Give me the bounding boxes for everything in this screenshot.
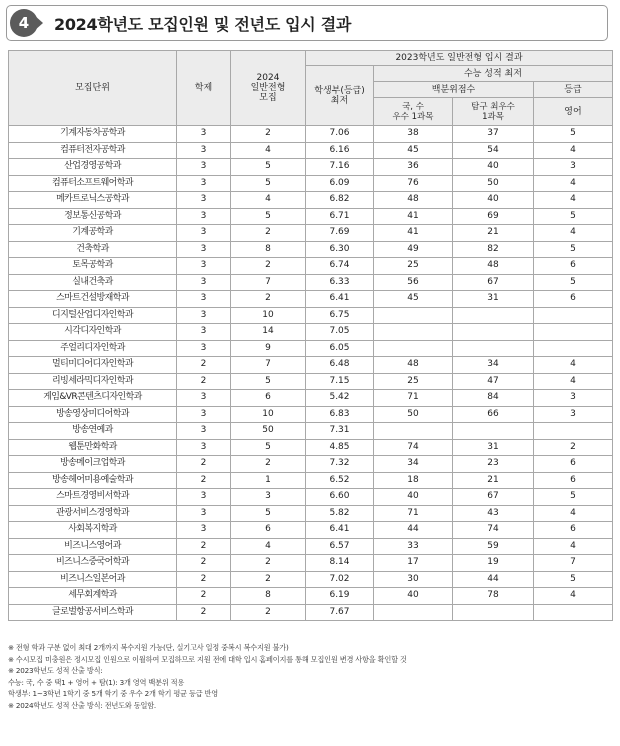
header-percentile: 백분위점수 (374, 82, 534, 98)
cell-english-grade: 4 (534, 357, 613, 374)
cell-unit: 실내건축과 (9, 274, 177, 291)
header-result-2023: 2023학년도 일반전형 입시 결과 (306, 51, 613, 66)
cell-program: 3 (177, 390, 231, 407)
cell-inquiry-pct: 66 (453, 406, 534, 423)
cell-unit: 관광서비스경영학과 (9, 505, 177, 522)
cell-gpa-min: 4.85 (306, 439, 374, 456)
cell-unit: 건축학과 (9, 241, 177, 258)
cell-program: 3 (177, 505, 231, 522)
cell-gpa-min: 6.16 (306, 142, 374, 159)
cell-korean-math-pct: 25 (374, 258, 453, 275)
cell-program: 3 (177, 406, 231, 423)
cell-program: 2 (177, 456, 231, 473)
cell-gpa-min: 7.05 (306, 324, 374, 341)
cell-gpa-min: 8.14 (306, 555, 374, 572)
cell-program: 3 (177, 142, 231, 159)
cell-unit: 정보통신공학과 (9, 208, 177, 225)
cell-korean-math-pct: 71 (374, 390, 453, 407)
cell-quota: 4 (231, 538, 306, 555)
cell-unit: 멀티미디어디자인학과 (9, 357, 177, 374)
cell-korean-math-pct: 71 (374, 505, 453, 522)
table-row (9, 406, 613, 423)
cell-korean-math-pct: 25 (374, 373, 453, 390)
cell-unit: 디지털산업디자인학과 (9, 307, 177, 324)
cell-english-grade: 3 (534, 159, 613, 176)
cell-program: 3 (177, 423, 231, 440)
cell-quota: 6 (231, 390, 306, 407)
cell-gpa-min: 6.33 (306, 274, 374, 291)
cell-english-grade: 5 (534, 208, 613, 225)
cell-gpa-min: 6.71 (306, 208, 374, 225)
cell-korean-math-pct: 45 (374, 142, 453, 159)
cell-english-grade (534, 340, 613, 357)
cell-korean-math-pct: 50 (374, 406, 453, 423)
table-row (9, 588, 613, 605)
footnote-line: ※ 수시모집 미충원은 정시모집 인원으로 이월하여 모집하므로 지원 전에 대학 입시 홈페이지를 통해 모집인원 변경 사항을 확인할 것 (8, 654, 407, 664)
header-quota-line2: 일반전형 (250, 83, 286, 93)
cell-korean-math-pct (374, 324, 453, 341)
cell-inquiry-pct (453, 307, 534, 324)
table-row (9, 291, 613, 308)
footnote-line: ※ 2023학년도 성적 산출 방식: (8, 666, 103, 675)
cell-unit: 비즈니스중국어학과 (9, 555, 177, 572)
cell-quota: 1 (231, 472, 306, 489)
cell-korean-math-pct: 48 (374, 192, 453, 209)
table-row (9, 571, 613, 588)
cell-gpa-min: 7.69 (306, 225, 374, 242)
cell-unit: 리빙세라믹디자인학과 (9, 373, 177, 390)
table-body (9, 126, 613, 621)
cell-inquiry-pct: 59 (453, 538, 534, 555)
cell-program: 3 (177, 274, 231, 291)
cell-gpa-min: 7.16 (306, 159, 374, 176)
cell-quota: 4 (231, 192, 306, 209)
cell-unit: 시각디자인학과 (9, 324, 177, 341)
cell-quota: 5 (231, 439, 306, 456)
cell-quota: 7 (231, 357, 306, 374)
cell-korean-math-pct: 18 (374, 472, 453, 489)
cell-english-grade: 2 (534, 439, 613, 456)
cell-gpa-min: 6.74 (306, 258, 374, 275)
table-row (9, 538, 613, 555)
cell-program: 2 (177, 472, 231, 489)
cell-gpa-min: 7.31 (306, 423, 374, 440)
cell-gpa-min: 6.82 (306, 192, 374, 209)
cell-gpa-min: 6.30 (306, 241, 374, 258)
cell-inquiry-pct: 84 (453, 390, 534, 407)
cell-english-grade: 3 (534, 390, 613, 407)
cell-unit: 스마트건설방재학과 (9, 291, 177, 308)
cell-program: 3 (177, 324, 231, 341)
cell-quota: 4 (231, 142, 306, 159)
cell-english-grade: 6 (534, 291, 613, 308)
cell-inquiry-pct: 23 (453, 456, 534, 473)
table-row (9, 373, 613, 390)
cell-unit: 게임&VR콘텐츠디자인학과 (9, 390, 177, 407)
cell-english-grade: 5 (534, 241, 613, 258)
footnote-line: 수능: 국, 수 중 택1 + 영어 + 탐(1): 3개 영역 백분위 적용 (8, 677, 185, 687)
cell-program: 3 (177, 126, 231, 143)
cell-program: 2 (177, 571, 231, 588)
cell-gpa-min: 5.82 (306, 505, 374, 522)
cell-quota: 2 (231, 291, 306, 308)
table-row (9, 357, 613, 374)
table-row (9, 208, 613, 225)
table-row (9, 472, 613, 489)
cell-korean-math-pct: 38 (374, 126, 453, 143)
badge-arrow-icon (34, 15, 43, 31)
cell-korean-math-pct: 34 (374, 456, 453, 473)
cell-unit: 컴퓨터전자공학과 (9, 142, 177, 159)
table-row (9, 340, 613, 357)
cell-english-grade (534, 307, 613, 324)
table-row (9, 555, 613, 572)
cell-inquiry-pct: 48 (453, 258, 534, 275)
cell-english-grade (534, 324, 613, 341)
cell-program: 3 (177, 175, 231, 192)
cell-quota: 2 (231, 555, 306, 572)
cell-program: 3 (177, 291, 231, 308)
table-row (9, 423, 613, 440)
cell-gpa-min: 7.06 (306, 126, 374, 143)
cell-gpa-min: 6.83 (306, 406, 374, 423)
header-inquiry-line2: 1과목 (482, 111, 504, 122)
header-korean-math-line1: 국, 수 (402, 101, 424, 112)
cell-program: 3 (177, 208, 231, 225)
cell-quota: 5 (231, 159, 306, 176)
cell-program: 2 (177, 555, 231, 572)
table-row (9, 456, 613, 473)
cell-unit: 주얼리디자인학과 (9, 340, 177, 357)
cell-program: 3 (177, 489, 231, 506)
table-row (9, 307, 613, 324)
cell-unit: 방송연예과 (9, 423, 177, 440)
cell-quota: 50 (231, 423, 306, 440)
cell-korean-math-pct: 49 (374, 241, 453, 258)
cell-unit: 사회복지학과 (9, 522, 177, 539)
cell-korean-math-pct: 17 (374, 555, 453, 572)
cell-program: 3 (177, 307, 231, 324)
cell-program: 2 (177, 588, 231, 605)
cell-inquiry-pct: 31 (453, 439, 534, 456)
cell-english-grade: 7 (534, 555, 613, 572)
table-row (9, 505, 613, 522)
cell-inquiry-pct: 34 (453, 357, 534, 374)
cell-gpa-min: 7.02 (306, 571, 374, 588)
header-inquiry-line1: 탐구 최우수 (471, 101, 515, 112)
cell-quota: 5 (231, 373, 306, 390)
cell-korean-math-pct (374, 307, 453, 324)
table-row (9, 324, 613, 341)
cell-inquiry-pct: 67 (453, 274, 534, 291)
footnote-line: ※ 전형 학과 구분 없이 최대 2개까지 복수지원 가능(단, 실기고사 일정 중복시 복수지원 불가) (8, 643, 289, 652)
cell-quota: 5 (231, 505, 306, 522)
cell-inquiry-pct: 31 (453, 291, 534, 308)
cell-english-grade: 6 (534, 456, 613, 473)
cell-korean-math-pct (374, 340, 453, 357)
cell-quota: 7 (231, 274, 306, 291)
cell-inquiry-pct: 43 (453, 505, 534, 522)
cell-inquiry-pct: 40 (453, 159, 534, 176)
cell-unit: 비즈니스영어과 (9, 538, 177, 555)
cell-english-grade (534, 423, 613, 440)
table-row (9, 126, 613, 143)
cell-inquiry-pct: 47 (453, 373, 534, 390)
cell-english-grade: 4 (534, 588, 613, 605)
cell-inquiry-pct: 54 (453, 142, 534, 159)
cell-unit: 세무회계학과 (9, 588, 177, 605)
cell-program: 2 (177, 538, 231, 555)
cell-program: 3 (177, 159, 231, 176)
cell-unit: 방송헤어미용예술학과 (9, 472, 177, 489)
cell-unit: 토목공학과 (9, 258, 177, 275)
cell-gpa-min: 6.48 (306, 357, 374, 374)
cell-korean-math-pct: 40 (374, 489, 453, 506)
header-inquiry (453, 98, 534, 126)
cell-english-grade: 5 (534, 126, 613, 143)
cell-korean-math-pct: 40 (374, 588, 453, 605)
cell-english-grade: 6 (534, 472, 613, 489)
cell-quota: 6 (231, 522, 306, 539)
cell-gpa-min: 7.32 (306, 456, 374, 473)
footnotes (8, 642, 612, 711)
cell-inquiry-pct: 37 (453, 126, 534, 143)
header-gpa-line1: 학생부(등급) (314, 85, 365, 96)
table-row (9, 225, 613, 242)
cell-korean-math-pct: 56 (374, 274, 453, 291)
cell-gpa-min: 6.41 (306, 522, 374, 539)
cell-unit: 산업경영공학과 (9, 159, 177, 176)
section-number-badge: 4 (10, 9, 38, 37)
header-quota-line1: 2024 (256, 73, 280, 83)
cell-inquiry-pct: 74 (453, 522, 534, 539)
table-row (9, 489, 613, 506)
cell-program: 3 (177, 522, 231, 539)
header-korean-math (374, 98, 453, 126)
cell-quota: 8 (231, 588, 306, 605)
cell-english-grade: 5 (534, 571, 613, 588)
table-row (9, 439, 613, 456)
cell-korean-math-pct (374, 423, 453, 440)
cell-inquiry-pct (453, 340, 534, 357)
table-row (9, 192, 613, 209)
cell-inquiry-pct: 50 (453, 175, 534, 192)
header-suneung: 수능 성적 최저 (374, 66, 613, 82)
cell-program: 3 (177, 192, 231, 209)
cell-gpa-min: 6.60 (306, 489, 374, 506)
cell-inquiry-pct: 19 (453, 555, 534, 572)
cell-quota: 3 (231, 489, 306, 506)
cell-unit: 방송메이크업학과 (9, 456, 177, 473)
footnote-line: 학생부: 1~3학년 1학기 중 5개 학기 중 우수 2개 학기 평균 등급 반영 (8, 689, 219, 698)
header-unit: 모집단위 (9, 51, 177, 126)
cell-unit: 웹툰만화학과 (9, 439, 177, 456)
cell-inquiry-pct: 82 (453, 241, 534, 258)
cell-english-grade: 4 (534, 373, 613, 390)
cell-quota: 14 (231, 324, 306, 341)
cell-program: 2 (177, 373, 231, 390)
table-row (9, 258, 613, 275)
header-gpa (306, 66, 374, 126)
cell-inquiry-pct (453, 423, 534, 440)
table-row (9, 241, 613, 258)
cell-english-grade: 4 (534, 142, 613, 159)
header-gpa-line2: 최저 (330, 95, 349, 106)
cell-english-grade: 6 (534, 522, 613, 539)
cell-quota: 2 (231, 126, 306, 143)
header-korean-math-line2: 우수 1과목 (392, 111, 434, 122)
cell-english-grade: 5 (534, 274, 613, 291)
cell-quota: 9 (231, 340, 306, 357)
cell-english-grade: 4 (534, 538, 613, 555)
cell-quota: 5 (231, 208, 306, 225)
cell-gpa-min: 6.75 (306, 307, 374, 324)
cell-korean-math-pct: 74 (374, 439, 453, 456)
header-quota-line3: 모집 (259, 93, 277, 103)
cell-quota: 2 (231, 571, 306, 588)
table-row (9, 390, 613, 407)
table-row (9, 604, 613, 621)
cell-program: 2 (177, 357, 231, 374)
cell-gpa-min: 5.42 (306, 390, 374, 407)
cell-english-grade: 5 (534, 489, 613, 506)
table-row (9, 175, 613, 192)
table-row (9, 522, 613, 539)
cell-gpa-min: 6.05 (306, 340, 374, 357)
cell-quota: 10 (231, 406, 306, 423)
cell-program: 3 (177, 258, 231, 275)
cell-inquiry-pct: 78 (453, 588, 534, 605)
cell-program: 3 (177, 225, 231, 242)
cell-program: 3 (177, 439, 231, 456)
cell-korean-math-pct: 76 (374, 175, 453, 192)
cell-inquiry-pct: 67 (453, 489, 534, 506)
cell-korean-math-pct: 33 (374, 538, 453, 555)
cell-inquiry-pct: 21 (453, 225, 534, 242)
header-quota (231, 51, 306, 126)
section-title: 2024학년도 모집인원 및 전년도 입시 결과 (54, 15, 352, 34)
cell-unit: 기계자동차공학과 (9, 126, 177, 143)
cell-english-grade (534, 604, 613, 621)
cell-korean-math-pct (374, 604, 453, 621)
cell-korean-math-pct: 41 (374, 208, 453, 225)
cell-quota: 2 (231, 456, 306, 473)
header-english: 영어 (534, 98, 613, 126)
cell-program: 3 (177, 241, 231, 258)
cell-gpa-min: 7.67 (306, 604, 374, 621)
cell-korean-math-pct: 36 (374, 159, 453, 176)
cell-english-grade: 4 (534, 505, 613, 522)
cell-inquiry-pct: 40 (453, 192, 534, 209)
table-row (9, 142, 613, 159)
cell-inquiry-pct: 69 (453, 208, 534, 225)
cell-program: 2 (177, 604, 231, 621)
cell-unit: 비즈니스일본어과 (9, 571, 177, 588)
cell-quota: 5 (231, 175, 306, 192)
cell-inquiry-pct: 44 (453, 571, 534, 588)
cell-gpa-min: 7.15 (306, 373, 374, 390)
cell-english-grade: 3 (534, 406, 613, 423)
cell-inquiry-pct: 21 (453, 472, 534, 489)
cell-unit: 메카트로닉스공학과 (9, 192, 177, 209)
cell-quota: 2 (231, 258, 306, 275)
cell-quota: 8 (231, 241, 306, 258)
cell-program: 3 (177, 340, 231, 357)
cell-inquiry-pct (453, 324, 534, 341)
cell-quota: 2 (231, 604, 306, 621)
cell-unit: 스마트경영비서학과 (9, 489, 177, 506)
cell-english-grade: 6 (534, 258, 613, 275)
cell-english-grade: 4 (534, 192, 613, 209)
cell-unit: 글로벌항공서비스학과 (9, 604, 177, 621)
table-row (9, 274, 613, 291)
cell-english-grade: 4 (534, 175, 613, 192)
table-row (9, 159, 613, 176)
cell-unit: 기계공학과 (9, 225, 177, 242)
cell-quota: 10 (231, 307, 306, 324)
footnote-line: ※ 2024학년도 성적 산출 방식: 전년도와 동일함. (8, 700, 157, 710)
cell-gpa-min: 6.19 (306, 588, 374, 605)
cell-korean-math-pct: 41 (374, 225, 453, 242)
header-program: 학제 (177, 51, 231, 126)
cell-quota: 2 (231, 225, 306, 242)
cell-inquiry-pct (453, 604, 534, 621)
cell-unit: 방송영상미디어학과 (9, 406, 177, 423)
cell-gpa-min: 6.52 (306, 472, 374, 489)
cell-english-grade: 4 (534, 225, 613, 242)
cell-korean-math-pct: 45 (374, 291, 453, 308)
cell-unit: 컴퓨터소프트웨어학과 (9, 175, 177, 192)
cell-korean-math-pct: 44 (374, 522, 453, 539)
cell-korean-math-pct: 30 (374, 571, 453, 588)
cell-korean-math-pct: 48 (374, 357, 453, 374)
cell-gpa-min: 6.09 (306, 175, 374, 192)
cell-gpa-min: 6.41 (306, 291, 374, 308)
header-grade: 등급 (534, 82, 613, 98)
cell-gpa-min: 6.57 (306, 538, 374, 555)
admission-results-table (8, 50, 613, 621)
